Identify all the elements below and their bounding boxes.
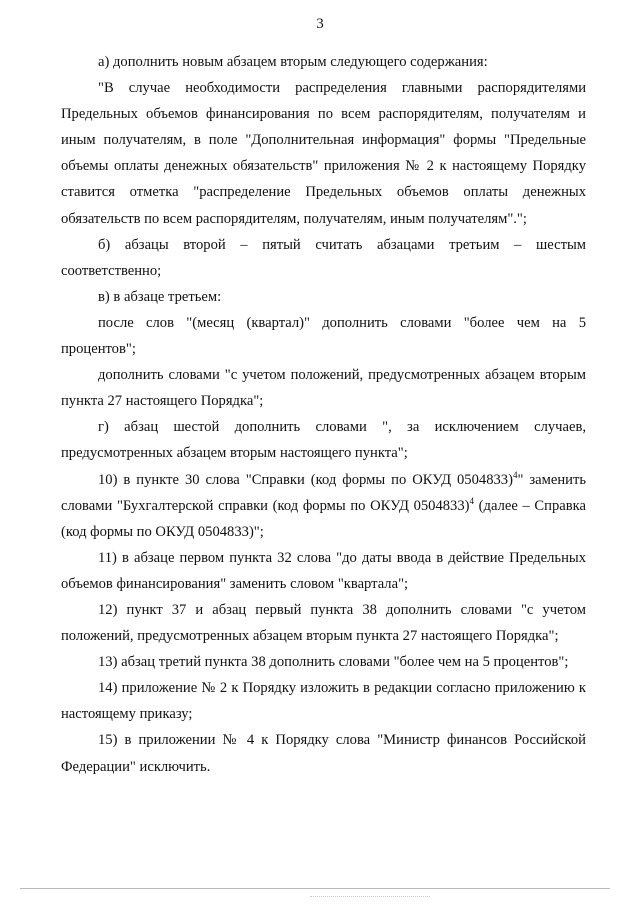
paragraph-g: г) абзац шестой дополнить словами ", за исключением случаев, предусмотренных абзацем вторым настоящего пункта"; (61, 419, 586, 462)
paragraph-item-15: 15) в приложении № 4 к Порядку слова "Министр финансов Российской Федерации" исключить. (61, 732, 586, 775)
item-10-text-a: 10) в пункте 30 слова "Справки (код формы по ОКУД 0504833) (98, 471, 513, 488)
paragraph-add-words: дополнить словами "с учетом положений, предусмотренных абзацем вторым пункта 27 настоящего Порядка"; (61, 367, 586, 410)
page-bottom-dotted-rule (310, 896, 430, 897)
footnote-ref-a: 4 (512, 469, 518, 480)
footnote-ref-b: 4 (469, 495, 475, 506)
paragraph-a: а) дополнить новым абзацем вторым следующего содержания: (98, 54, 488, 70)
paragraph-v: в) в абзаце третьем: (98, 288, 222, 305)
paragraph-item-10 (61, 467, 586, 545)
item-10-text-b: " заменить словами "Бухгалтерской справки (код формы по ОКУД 0504833) (61, 471, 587, 514)
paragraph-item-11: 11) в абзаце первом пункта 32 слова "до даты ввода в действие Предельных объемов финансирования" заменить словом "квартала"; (61, 549, 586, 592)
paragraph-item-13: 13) абзац третий пункта 38 дополнить словами "более чем на 5 процентов"; (98, 654, 569, 671)
page-number: 3 (316, 16, 324, 32)
paragraph-item-14: 14) приложение № 2 к Порядку изложить в редакции согласно приложению к настоящему приказу; (61, 680, 586, 723)
paragraph-b: б) абзацы второй – пятый считать абзацами третьим – шестым соответственно; (61, 236, 586, 279)
page-bottom-rule (20, 888, 610, 889)
document-body (61, 49, 586, 780)
item-10-text-c: (далее – Справка (код формы по ОКУД 0504833)"; (61, 497, 586, 540)
paragraph-item-12: 12) пункт 37 и абзац первый пункта 38 дополнить словами "с учетом положений, предусмотренных абзацем вторым пункта 27 настоящего Порядка"; (61, 601, 586, 645)
paragraph-quoted-text: "В случае необходимости распределения главными распорядителями Предельных объемов финансирования по всем распорядителям, получателям и иным получателям, в поле "Дополнительная информация" формы "Предельные объемы оплаты денежных обязательств" приложения № 2 к настоящему Порядку ставится отметка "распределение Предельных объемов оплаты денежных обязательств по всем распорядителям, получателям, иным получателям"."; (61, 80, 586, 227)
paragraph-after-words: после слов "(месяц (квартал)" дополнить словами "более чем на 5 процентов"; (61, 314, 586, 358)
